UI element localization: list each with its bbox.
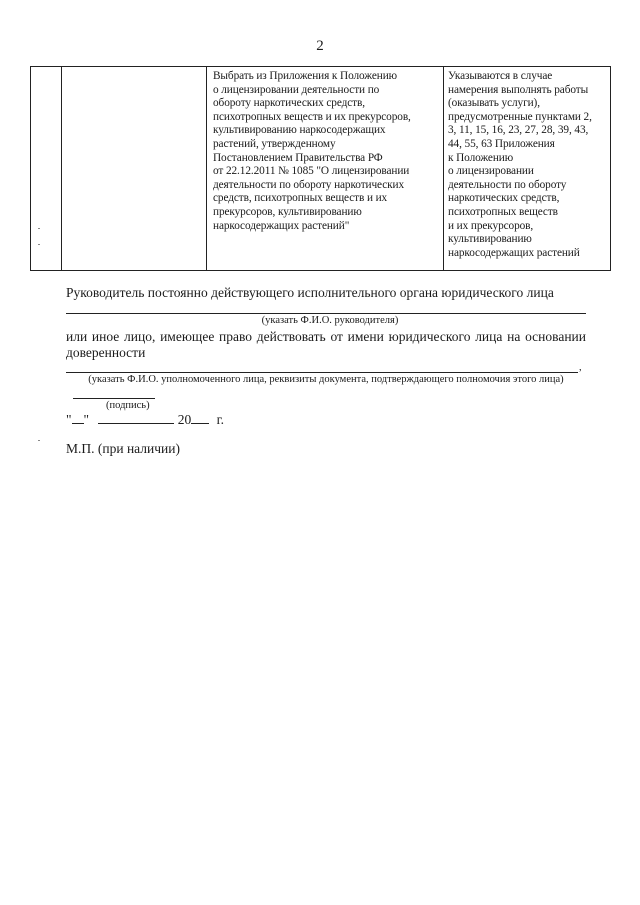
date-month-blank	[98, 410, 174, 424]
date-open-quote: "	[66, 412, 72, 427]
table-cell-instructions	[207, 67, 444, 271]
date-year-suffix: г.	[216, 412, 225, 427]
notes-text: Указываются в случае намерения выполнять работы (оказывать услуги), предусмотренные пунктами 2, 3, 11, 15, 16, 23, 27, 28, 39, 43, 44, 55, 63 Приложения к Положению о лицензировании деятельности по обороту наркотических средств, психотропных веществ и их прекурсоров, культивированию наркосодержащих растений	[448, 70, 592, 259]
authorized-name-hint: (указать Ф.И.О. уполномоченного лица, реквизиты документа, подтверждающего полномочия этого лица)	[88, 374, 564, 385]
table-cell-work-type	[62, 67, 207, 271]
scan-speck	[38, 228, 40, 229]
table-cell-notes	[444, 67, 611, 271]
date-day-blank	[72, 410, 84, 424]
scan-speck	[38, 244, 40, 245]
continuation-table	[30, 66, 611, 271]
head-title: Руководитель постоянно действующего исполнительного органа юридического лица	[66, 285, 554, 300]
authorized-person-text-cont: доверенности	[66, 345, 146, 360]
table-row	[31, 67, 611, 271]
signature-label: (подпись)	[106, 400, 150, 411]
date-field	[66, 410, 224, 428]
stamp-label: М.П. (при наличии)	[66, 441, 180, 456]
instructions-text: Выбрать из Приложения к Положению о лицензировании деятельности по обороту наркотических средств, психотропных веществ и их прекурсоров, культивированию наркосодержащих растений, утвержденному Постановлением Правительства РФ от 22.12.2011 № 1085 "О лицензировании деятельности по обороту наркотических средств, психотропных веществ и их прекурсоров, культивированию наркосодержащих растений"	[213, 70, 411, 232]
authorized-line-comma: ,	[579, 362, 582, 373]
authorized-name-line	[66, 372, 578, 373]
signature-line	[73, 398, 155, 399]
date-year-prefix: 20	[177, 412, 192, 427]
authorized-person-text: или иное лицо, имеющее право действовать от имени юридического лица на основании	[66, 329, 586, 344]
table-cell-number	[31, 67, 62, 271]
head-name-hint: (указать Ф.И.О. руководителя)	[261, 315, 399, 326]
date-year-blank	[191, 410, 209, 424]
head-name-line	[66, 313, 586, 314]
date-close-quote: "	[83, 412, 90, 427]
scan-speck	[38, 440, 40, 441]
page-number: 2	[316, 38, 324, 54]
